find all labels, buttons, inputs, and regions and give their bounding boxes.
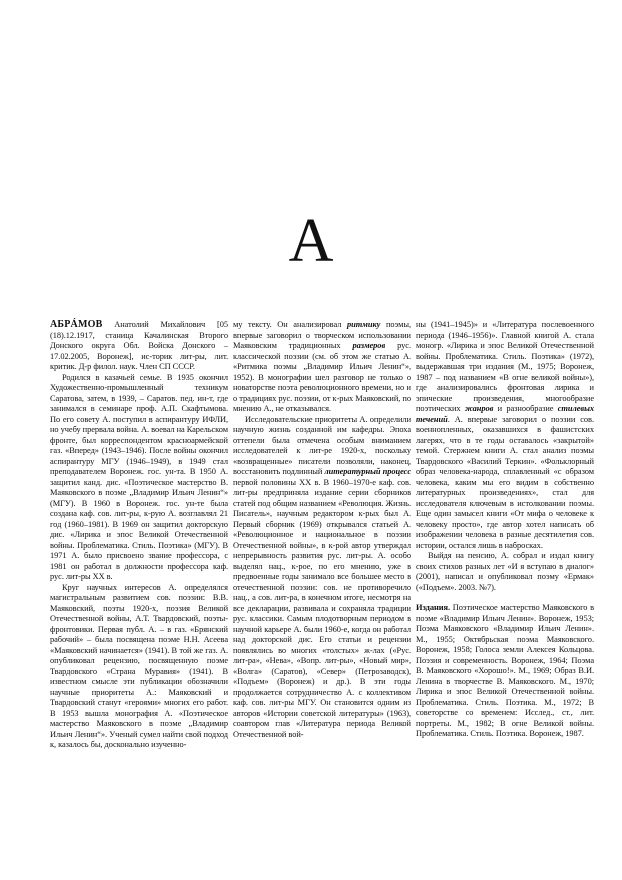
editions-label: Издания. <box>416 603 451 612</box>
paragraph-rhythmics <box>233 320 411 415</box>
column-3 <box>416 320 594 740</box>
headword: АБРÁМОВ <box>50 319 103 330</box>
paragraph-department <box>233 415 411 741</box>
paragraph-research: Круг научных интересов А. определялся магистральным развитием сов. поэзии: В.В. Маяковский, поэты 1920-х, поэзия Великой Отечественной войны, А.Т. Твардовский, поэты-фронтовики. Первая публ. А. – в газ. «Брянский рабочий» – была посвящена поэме Н.Н. Асеева «Маяковский начинается» (1941). В той же газ. А. опубликовал рецензию, посвященную поэме Твардовского «Страна Муравия» (1941). В известном смысле эти публикации обозначили научные приоритеты А.: Маяковский и Твардовский станут «героями» многих его работ. В 1953 вышла монография А. «Поэтическое мастерство Маяковского в поэме „Владимир Ильич Ленин“». Ученый сумел найти свой подход к, казалось бы, досконально изученно- <box>50 582 228 749</box>
term-rhythmics: ритмику <box>346 320 381 329</box>
text-run: и разнообразие <box>493 404 558 413</box>
paragraph-editions <box>416 603 594 740</box>
entry-intro <box>50 320 228 373</box>
term-literary-process: литературный процесс <box>324 467 411 476</box>
text-run: первой половины XX в. В 1960–1970-е каф. сов. лит-ры предприняла издание серии сборников статей под общим названием «Революция. Жизнь. Писатель», научным редактором к-рых был А. Первый сборник (1969) открывался статьей А. «Революционное и национальное в поэзии Отечественной войны», в к-рой автор утверждал непрерывность развития рус. лит-ры. А. особо выделял нац., к-рое, по его мнению, уже в предвоенные годы занимало все большее место в отечественной поэзии: сов. не противоречило нац., а сов. лит-ра, в конечном итоге, несмотря на все декларации, развивала и сохраняла традиции рус. классики. Самым плодотворным периодом в научной карьере А. были 1960-е, когда он работал над докторской дис. Его статьи и рецензии появлялись во многих «толстых» ж-лах («Рус. лит-ра», «Нева», «Вопр. лит-ры», «Новый мир», «Волга» (Саратов), «Север» (Петрозаводск), «Подъем» (Воронеж) и др.). В эти годы продолжается сотрудничество А. с коллективом каф. сов. лит-ры МГУ. Он становится одним из авторов «Истории советской литературы» (1963), соавтором глав «Литература периода Великой Отечественной вой- <box>233 477 411 739</box>
column-2 <box>233 320 411 740</box>
section-letter: А <box>288 207 334 275</box>
text-run: рус. классической поэзии (см. об этом же статью А. «Ритмика поэмы „Владимир Ильич Ленин“», 1952). В монографии шел разговор не только о новаторстве поэта революционного времени, но и о традициях рус. поэзии, от к-рых Маяковский, по мнению А., не отказывался. <box>233 341 411 413</box>
text-run: ны (1941–1945)» и «Литература послевоенного периода (1946–1956)». Главной книгой А. стала моногр. «Лирика и эпос Великой Отечественной войны. Проблематика. Стиль. Поэтика» (1972), выдержавшая три издания (М., 1975; Воронеж, 1987 – под названием «В огне великой войны»), где анализировались фронтовая лирика и эпические произведения, многообразие поэтических <box>416 320 594 413</box>
paragraph-retirement: Выйдя на пенсию, А. собрал и издал книгу своих стихов разных лет «И я вступаю в диалог» (2001), написал и опубликовал поэму «Ермак» («Подъем». 2003. №7). <box>416 551 594 592</box>
term-genres: жанров <box>464 404 494 413</box>
paragraph-main-book <box>416 320 594 551</box>
editions-list: Поэтическое мастерство Маяковского в поэме «Владимир Ильич Ленин». Воронеж, 1953; Поэма Маяковского «Владимир Ильич Ленин». М., 1955; Октябрьская поэма Маяковского. Воронеж, 1958; Голоса земли Алексея Кольцова. Поэзия и современность. Воронеж, 1964; Поэма В. Маяковского «Хорошо!». М., 1969; Образ В.И. Ленина в творчестве В. Маяковского. М., 1970; Лирика и эпос Великой Отечественной войны. Проблематика. Стиль. Поэтика. М., 1972; В советорстве со временем: Исслед., ст., лит. портреты. М., 1982; В огне Великой войны. Проблематика. Стиль. Поэтика. Воронеж, 1987. <box>416 603 594 738</box>
term-meters: размеров <box>352 341 386 350</box>
text-run: поэмы, впервые заговорил о творческом использовании Маяковским традиционных <box>233 320 411 350</box>
paragraph-biography: Родился в казачьей семье. В 1935 окончил Художественно-промышленный техникум Саратова, затем, в 1939, – Саратов. пед. ин-т, где занимался в семинаре проф. А.П. Скафтымова. По его совету А. поступил в аспирантуру ИФЛИ, но учебу прервала война. А. воевал на Карельском фронте, был корреспондентом красноармейской газ. «Вперед» (1943–1946). После войны окончил аспирантуру МГУ (1946–1949), в 1949 стал преподавателем Воронеж. гос. ун-та. В 1950 А. защитил канд. дис. «Поэтическое мастерство В. Маяковского в поэме „Владимир Ильич Ленин“» (МГУ). В 1960 в Воронеж. гос. ун-те была создана каф. сов. лит-ры, к-рую А. возглавлял 21 год (1960–1981). В 1969 он защитил докторскую дис. «Лирика и эпос Великой Отечественной войны. Проблематика. Стиль. Поэтика» (МГУ). В 1971 А. было присвоено звание профессора, с 1981 он работал в должности профессора каф. рус. лит-ры XX в. <box>50 372 228 581</box>
term-style-currents: стилевых течений <box>416 404 594 424</box>
text-run: Исследовательские приоритеты А. определили научную жизнь созданной им кафедры. Эпоха оттепели была отмечена особым вниманием исследователей к лит-ре 1920-х, поскольку «возвращенные» писатели позволяли, наконец, восстановить подлинный <box>233 414 411 476</box>
entry-intro-text: Анатолий Михайлович [05 (18).12.1917, станица Качалинская Второго Донского округа Обл. Войска Донского – 17.02.2005, Воронеж], ис-торик лит-ры, лит. критик. Д-р филол. наук. Член СП СССР. <box>50 320 228 371</box>
text-run: му тексту. Он анализировал <box>233 320 347 329</box>
column-1 <box>50 320 228 751</box>
text-run: . А. впервые заговорил о поэзии сов. военнопленных, оказавшихся в фашистских лагерях, что в те годы оставалось «закрытой» темой. Стержнем книги А. стал анализ поэмы Твардовского «Василий Теркин». «Фольклорный образ человека-народа, сплавленный «с образом человека, каким мы его видим в собственно литературных произведениях», стал для исследователя ключевым в истолковании поэмы. Еще один замысел книги «От мифа о человеке к человеку просто», где автор хотел написать об изображении человека в разные десятилетия сов. истории, остался лишь в набросках. <box>416 414 594 550</box>
